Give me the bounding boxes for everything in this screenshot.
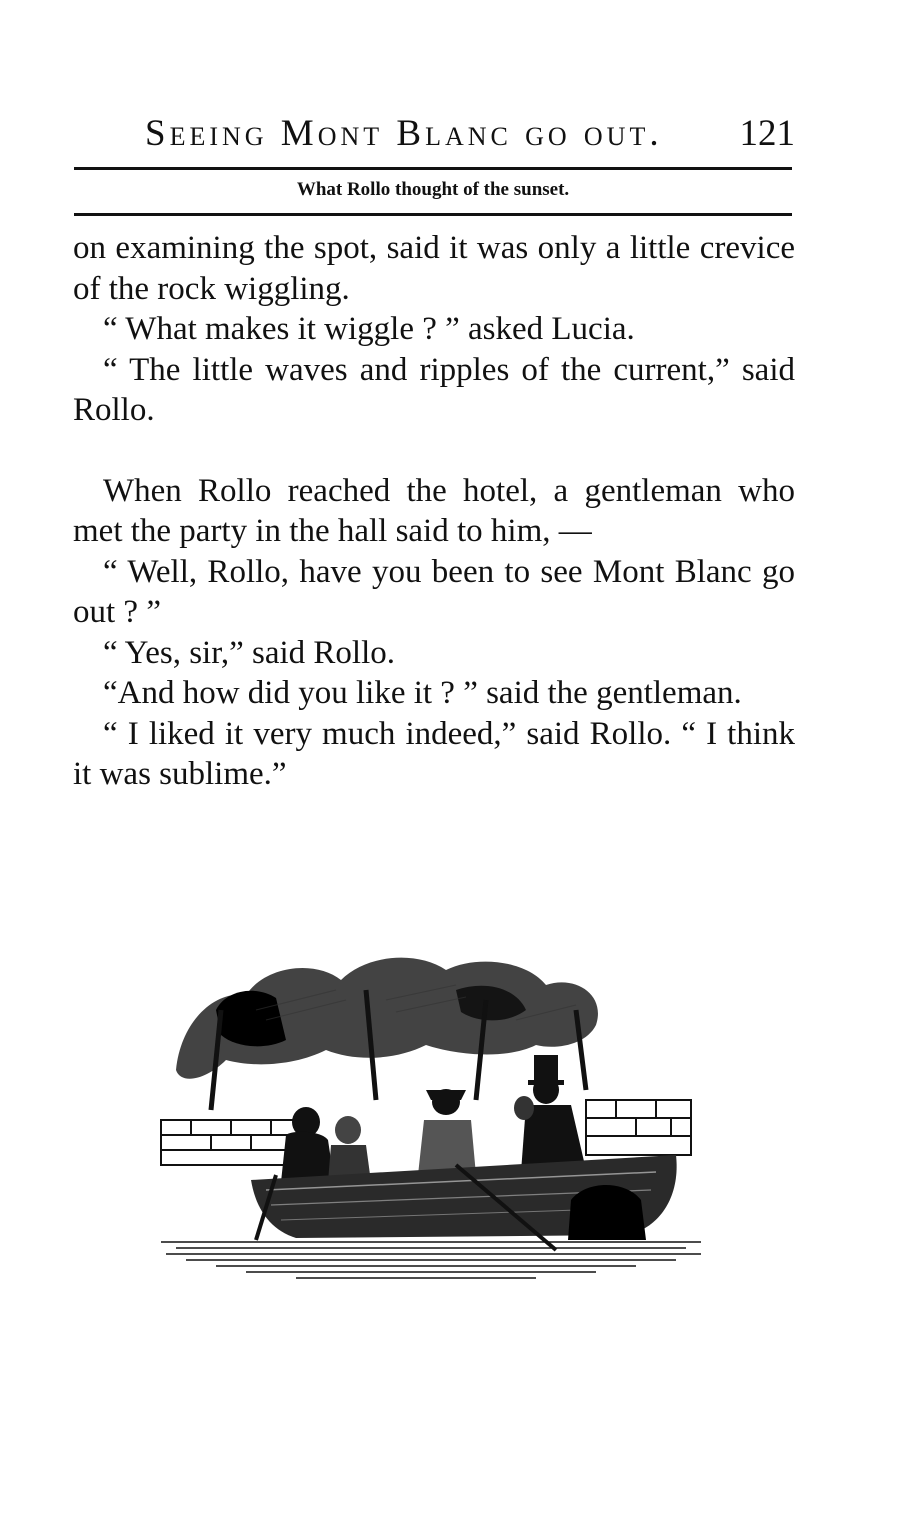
paragraph: When Rollo reached the hotel, a gentleman who met the party in the hall said to him, —: [73, 472, 795, 549]
page-number: 121: [739, 113, 795, 154]
running-head: [145, 112, 795, 156]
paragraph: “And how did you like it ? ” said the gentleman.: [103, 675, 742, 711]
header-rule-top: [74, 167, 792, 170]
paragraph: “ Well, Rollo, have you been to see Mont Blanc go out ? ”: [73, 553, 795, 630]
engraving-rowboat-icon: [156, 950, 701, 1285]
chapter-subtitle: What Rollo thought of the sunset.: [296, 179, 570, 200]
paragraph: “ What makes it wiggle ? ” asked Lucia.: [103, 311, 635, 347]
running-title: Seeing Mont Blanc go out.: [145, 113, 663, 154]
body-text: [73, 228, 795, 795]
paragraph: on examining the spot, said it was only a little crevice of the rock wiggling.: [73, 230, 795, 307]
paragraph: “ The little waves and ripples of the current,” said Rollo.: [73, 351, 795, 428]
paragraph: “ I liked it very much indeed,” said Rollo. “ I think it was sublime.”: [73, 715, 795, 792]
header-rule-bottom: [74, 213, 792, 216]
paragraph: “ Yes, sir,” said Rollo.: [103, 634, 396, 671]
